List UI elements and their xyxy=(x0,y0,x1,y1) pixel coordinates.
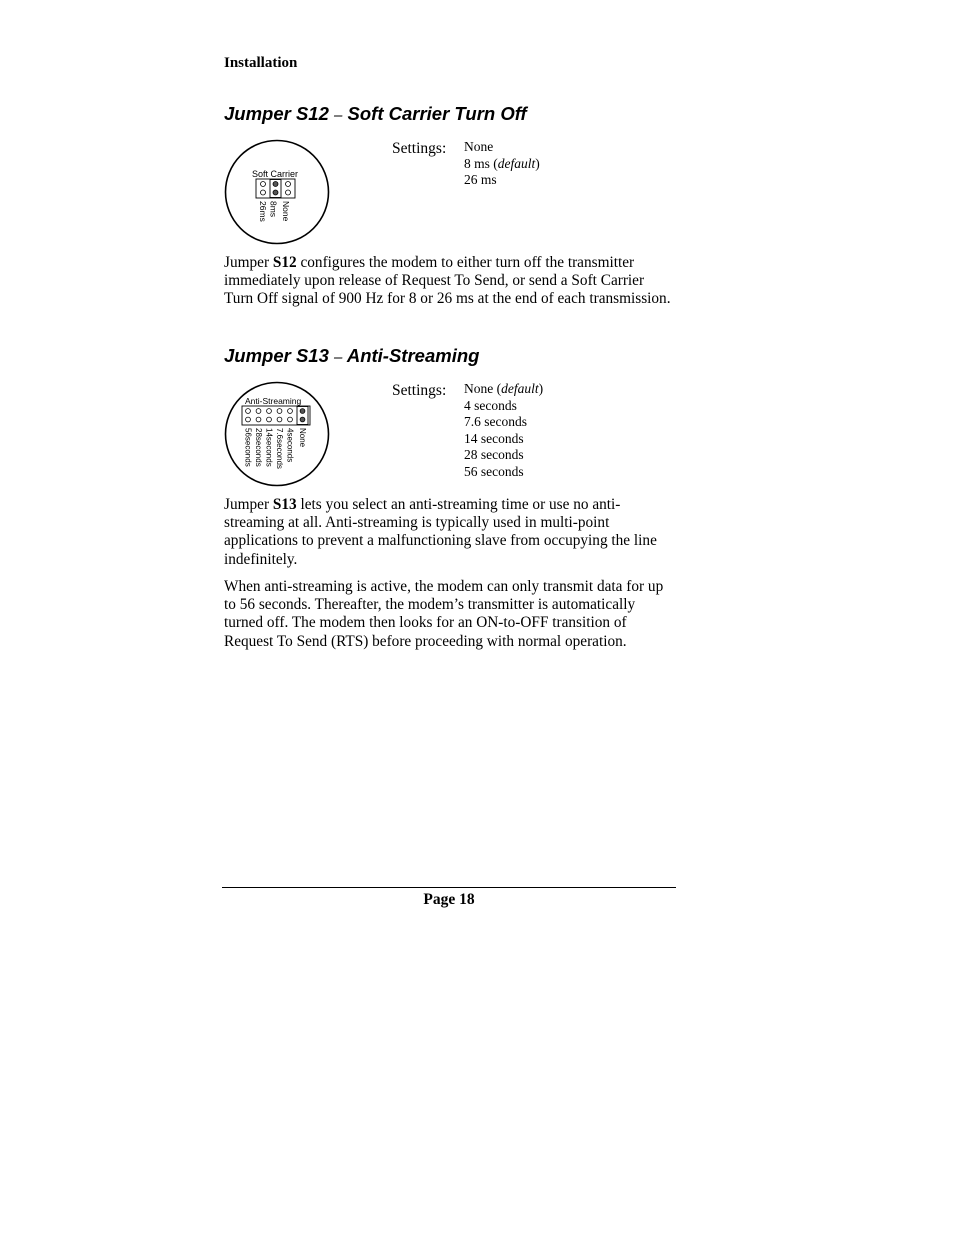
s13-pins-row2 xyxy=(246,417,305,422)
s12-option-26ms: 26 ms xyxy=(464,172,497,188)
page-number: Page 18 xyxy=(423,891,475,908)
s12-diagram-label: Soft Carrier xyxy=(252,169,299,179)
s13-pin-label-4s: 4seconds xyxy=(285,428,295,463)
s12-option-none: None xyxy=(464,139,494,154)
s13-pin-label-none: None xyxy=(298,428,307,448)
s13-jumper-diagram xyxy=(222,379,332,489)
running-header: Installation xyxy=(224,55,298,71)
s13-settings-label: Settings: xyxy=(392,382,447,399)
s12-option-8ms: 8 ms (default) xyxy=(464,155,540,171)
s12-heading-suffix: Soft Carrier Turn Off xyxy=(347,103,527,124)
s13-option-7-6s: 7.6 seconds xyxy=(464,414,527,430)
s12-heading-dash: – xyxy=(334,107,343,124)
s12-settings-options xyxy=(464,139,540,189)
s13-heading-suffix: Anti-Streaming xyxy=(346,345,480,366)
s13-behavior-paragraph: When anti-streaming is active, the modem can only transmit data for up to 56 seconds. Thereafter, the modem’s transmitter is automatically turned off. The modem then looks for an ON-to-OFF transition of Request To Send (RTS) before proceeding with normal operation. xyxy=(224,578,664,650)
s13-diagram-label: Anti-Streaming xyxy=(245,396,302,406)
s12-settings-label: Settings: xyxy=(392,140,447,157)
s12-jumper-diagram xyxy=(222,137,332,247)
s12-pins-row2 xyxy=(261,190,291,195)
s12-heading xyxy=(224,103,527,125)
s13-heading-prefix: Jumper S13 xyxy=(224,345,329,366)
s13-pin-label-56s: 56seconds xyxy=(243,428,253,467)
s13-settings-options xyxy=(464,381,543,481)
s13-option-4s: 4 seconds xyxy=(464,397,517,413)
s13-option-28s: 28 seconds xyxy=(464,447,524,463)
s13-option-56s: 56 seconds xyxy=(464,463,524,479)
s12-pin-label-none: None xyxy=(281,201,291,222)
s13-description: Jumper S13 lets you select an anti-streaming time or use no anti-streaming at all. Anti-streaming is typically used in multi-point applications to prevent a malfunctioning slave from occupying the line indefinitely. xyxy=(224,496,657,568)
s12-pin-label-8ms: 8ms xyxy=(268,201,279,218)
s13-option-14s: 14 seconds xyxy=(464,430,524,446)
s13-pin-label-7-6s: 7.6seconds xyxy=(275,428,284,469)
s13-option-none: None (default) xyxy=(464,381,544,396)
s12-pin-label-26ms: 26ms xyxy=(258,201,268,222)
s13-pins-row1 xyxy=(246,409,305,414)
s12-pins-row1 xyxy=(261,182,291,187)
s13-heading xyxy=(224,345,479,367)
s13-pin-label-28s: 28seconds xyxy=(254,428,263,467)
s13-pin-label-14s: 14seconds xyxy=(264,428,274,467)
s13-heading-dash: – xyxy=(334,349,343,366)
footer-rule xyxy=(222,887,676,888)
s12-description: Jumper S12 configures the modem to either turn off the transmitter immediately upon release of Request To Send, or send a Soft Carrier Turn Off signal of 900 Hz for 8 or 26 ms at the end of each transmission. xyxy=(224,254,671,308)
s12-heading-prefix: Jumper S12 xyxy=(224,103,329,124)
